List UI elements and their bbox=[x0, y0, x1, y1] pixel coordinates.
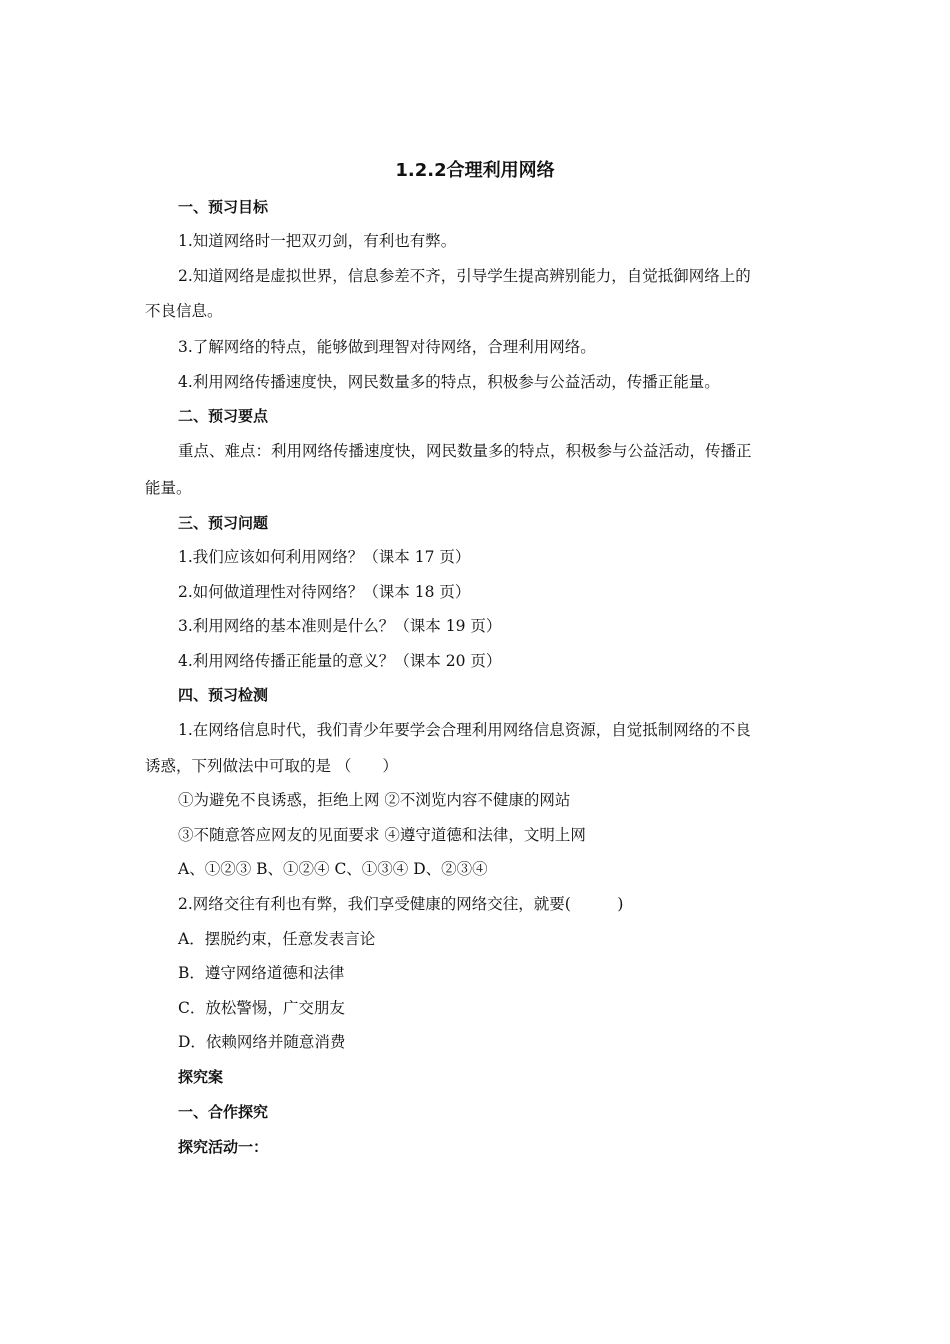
section-heading-key-points: 二、预习要点 bbox=[178, 407, 269, 425]
test-question-1-choices: A、①②③ B、①②④ C、①③④ D、②③④ bbox=[178, 860, 488, 878]
test-question-1-options-line-1: ①为避免不良诱惑，拒绝上网 ②不浏览内容不健康的网站 bbox=[178, 791, 571, 809]
test-question-2-option-a: A．摆脱约束，任意发表言论 bbox=[178, 930, 376, 948]
document-title: 1.2.2合理利用网络 bbox=[395, 160, 555, 181]
section-heading-preview-goals: 一、预习目标 bbox=[178, 198, 269, 216]
test-question-1-line-1: 1.在网络信息时代，我们青少年要学会合理利用网络信息资源，自觉抵制网络的不良 bbox=[178, 721, 751, 739]
goal-item-4: 4.利用网络传播速度快，网民数量多的特点，积极参与公益活动，传播正能量。 bbox=[178, 373, 720, 391]
preview-question-3: 3.利用网络的基本准则是什么？（课本 19 页） bbox=[178, 617, 502, 635]
test-question-1-line-2: 诱惑，下列做法中可取的是 （ ） bbox=[145, 757, 398, 775]
goal-item-1: 1.知道网络时一把双刃剑，有利也有弊。 bbox=[178, 232, 457, 250]
goal-item-2-line-1: 2.知道网络是虚拟世界，信息参差不齐，引导学生提高辨别能力，自觉抵御网络上的 bbox=[178, 267, 751, 285]
section-heading-preview-test: 四、预习检测 bbox=[178, 686, 269, 704]
test-question-2-stem: 2.网络交往有利也有弊，我们享受健康的网络交往，就要( ) bbox=[178, 895, 624, 913]
preview-question-4: 4.利用网络传播正能量的意义？（课本 20 页） bbox=[178, 652, 502, 670]
goal-item-2-line-2: 不良信息。 bbox=[145, 302, 223, 320]
explore-activity-1-label: 探究活动一： bbox=[178, 1138, 269, 1156]
test-question-1-options-line-2: ③不随意答应网友的见面要求 ④遵守道德和法律，文明上网 bbox=[178, 826, 586, 844]
key-points-line-2: 能量。 bbox=[145, 479, 192, 497]
goal-item-3: 3.了解网络的特点，能够做到理智对待网络，合理利用网络。 bbox=[178, 338, 596, 356]
section-heading-preview-questions: 三、预习问题 bbox=[178, 514, 269, 532]
test-question-2-option-b: B．遵守网络道德和法律 bbox=[178, 964, 345, 982]
section-heading-explore: 探究案 bbox=[178, 1068, 224, 1086]
test-question-2-option-d: D．依赖网络并随意消费 bbox=[178, 1033, 346, 1051]
preview-question-1: 1.我们应该如何利用网络？（课本 17 页） bbox=[178, 548, 471, 566]
key-points-line-1: 重点、难点：利用网络传播速度快，网民数量多的特点，积极参与公益活动，传播正 bbox=[178, 442, 752, 460]
preview-question-2: 2.如何做道理性对待网络？（课本 18 页） bbox=[178, 583, 471, 601]
section-heading-cooperative-explore: 一、合作探究 bbox=[178, 1103, 269, 1121]
test-question-2-option-c: C．放松警惕，广交朋友 bbox=[178, 999, 345, 1017]
